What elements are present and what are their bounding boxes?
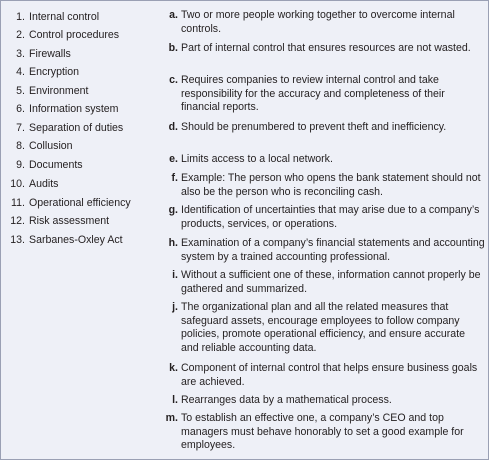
term-item xyxy=(1,120,161,136)
term-number: 11. xyxy=(11,197,25,209)
definition-letter: k. xyxy=(169,362,178,374)
term-label: Internal control xyxy=(29,11,100,23)
definition-letter: a. xyxy=(169,9,178,21)
term-label: Audits xyxy=(29,178,59,190)
term-label: Separation of duties xyxy=(29,122,124,134)
definition-letter: e. xyxy=(169,153,178,165)
term-number: 4. xyxy=(16,66,25,78)
term-item xyxy=(1,46,161,62)
term-item xyxy=(1,9,161,25)
term-number: 7. xyxy=(16,122,25,134)
definition-letter: d. xyxy=(168,121,178,133)
definition-text: Component of internal control that helps ensure business goals are achieved. xyxy=(181,362,478,388)
definition-item xyxy=(161,153,485,168)
term-item xyxy=(1,195,161,211)
term-number: 2. xyxy=(16,29,25,41)
term-number: 1. xyxy=(16,11,25,23)
term-item xyxy=(1,138,161,154)
term-number: 8. xyxy=(16,140,25,152)
term-item xyxy=(1,101,161,117)
term-number: 13. xyxy=(10,234,25,246)
definition-item xyxy=(161,362,485,390)
definition-letter: l. xyxy=(172,394,178,406)
definition-letter: h. xyxy=(168,237,178,249)
definition-item xyxy=(161,172,485,200)
term-label: Environment xyxy=(29,85,89,97)
term-item xyxy=(1,157,161,173)
definition-text: Examination of a company’s financial statements and accounting system by a trained accounting professional. xyxy=(181,237,485,263)
term-label: Collusion xyxy=(29,140,73,152)
definition-letter: b. xyxy=(168,42,178,54)
term-label: Operational efficiency xyxy=(29,197,131,209)
definition-item xyxy=(161,42,485,70)
definition-item xyxy=(161,394,485,409)
definition-text: The organizational plan and all the related measures that safeguard assets, encourage employees to follow company policies, promote operational efficiency, and ensure accurate and reliable accounting data. xyxy=(181,301,466,354)
definition-text: To establish an effective one, a company’s CEO and top managers must behave honorably to set a good example for employees. xyxy=(181,412,464,451)
term-item xyxy=(1,27,161,43)
term-item xyxy=(1,232,161,248)
term-label: Risk assessment xyxy=(29,215,110,227)
term-number: 5. xyxy=(16,85,25,97)
definition-text: Identification of uncertainties that may arise due to a company’s products, services, or operations. xyxy=(181,204,480,230)
definition-item xyxy=(161,412,485,454)
term-item xyxy=(1,213,161,229)
definition-text: Part of internal control that ensures resources are not wasted. xyxy=(181,42,471,54)
term-label: Control procedures xyxy=(29,29,120,41)
term-item xyxy=(1,64,161,80)
term-number: 12. xyxy=(10,215,25,227)
term-number: 10. xyxy=(10,178,25,190)
term-label: Information system xyxy=(29,103,119,115)
definition-text: Two or more people working together to overcome internal controls. xyxy=(181,9,455,35)
definition-item xyxy=(161,121,485,149)
term-number: 3. xyxy=(16,48,25,60)
definition-item xyxy=(161,204,485,232)
definition-item xyxy=(161,301,485,357)
term-item xyxy=(1,176,161,192)
definition-item xyxy=(161,9,485,37)
definition-letter: m. xyxy=(165,412,178,424)
term-label: Encryption xyxy=(29,66,80,78)
definition-text: Requires companies to review internal control and take responsibility for the accuracy and completeness of their financial reports. xyxy=(181,74,445,113)
term-label: Documents xyxy=(29,159,83,171)
term-number: 9. xyxy=(16,159,25,171)
term-number: 6. xyxy=(16,103,25,115)
definition-item xyxy=(161,269,485,297)
definition-text: Limits access to a local network. xyxy=(181,153,333,165)
definition-letter: i. xyxy=(172,269,178,281)
definition-letter: g. xyxy=(168,204,178,216)
definition-item xyxy=(161,237,485,265)
definition-letter: f. xyxy=(171,172,178,184)
definition-text: Example: The person who opens the bank statement should not also be the person who is reconciling cash. xyxy=(181,172,481,198)
term-item xyxy=(1,83,161,99)
definition-letter: j. xyxy=(172,301,178,313)
definition-item xyxy=(161,74,485,116)
term-label: Sarbanes-Oxley Act xyxy=(29,234,123,246)
definition-text: Rearranges data by a mathematical process. xyxy=(181,394,392,406)
definition-text: Without a sufficient one of these, information cannot properly be gathered and summarized. xyxy=(181,269,481,295)
term-label: Firewalls xyxy=(29,48,71,60)
definition-letter: c. xyxy=(169,74,178,86)
definition-text: Should be prenumbered to prevent theft and inefficiency. xyxy=(181,121,447,133)
